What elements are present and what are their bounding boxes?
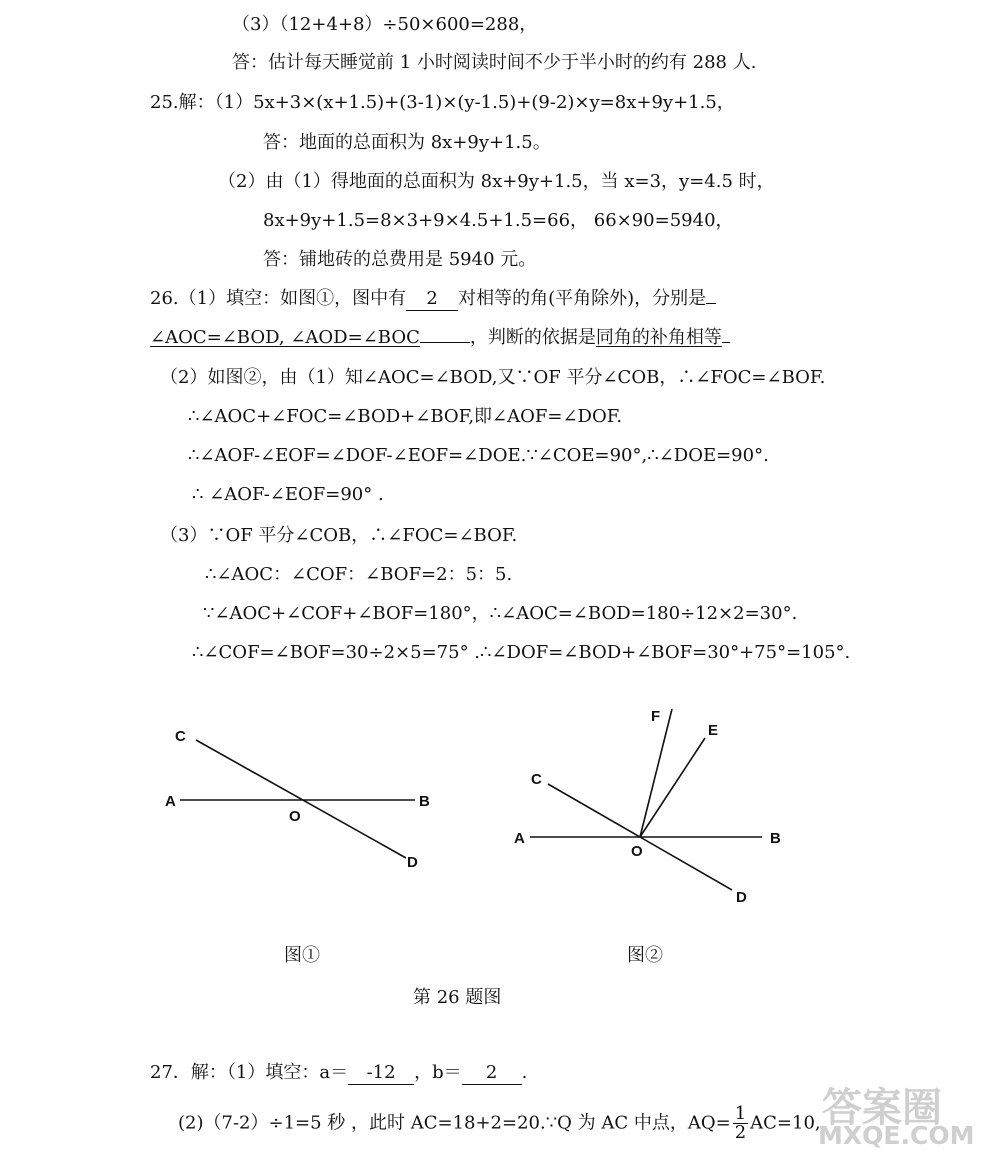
label-c: C bbox=[175, 728, 186, 745]
line-26-3: （3）∵OF 平分∠COB，∴∠FOC=∠BOF. bbox=[160, 525, 518, 546]
figure-1 bbox=[160, 720, 450, 880]
q27-step: (2)（7-2）÷1=5 秒 ，此时 AC=18+2=20.∵Q 为 AC 中点，AQ= bbox=[178, 1112, 731, 1134]
line-26-2-step3: ∴ ∠AOF-∠EOF=90° . bbox=[192, 484, 384, 505]
q26-blank-count: 2 bbox=[406, 288, 458, 311]
line-25-calc: 8x+9y+1.5=8×3+9×4.5+1.5=66， 66×90=5940， bbox=[263, 210, 734, 231]
line-25-answer-2: 答：铺地砖的总费用是 5940 元。 bbox=[263, 249, 537, 270]
line-27-1 bbox=[150, 1061, 527, 1085]
q26-basis-prompt: ，判断的依据是 bbox=[469, 327, 596, 348]
q27-blank-b: 2 bbox=[462, 1062, 522, 1085]
label-c: C bbox=[531, 771, 542, 788]
label-e: E bbox=[708, 722, 719, 739]
q27-step-end: AC=10, bbox=[750, 1112, 821, 1134]
label-o: O bbox=[631, 843, 643, 860]
line-cd bbox=[196, 740, 406, 858]
line-24-3: （3）（12+4+8）÷50×600=288， bbox=[232, 14, 538, 35]
line-26-3-step1: ∴∠AOC：∠COF：∠BOF=2：5：5. bbox=[205, 564, 513, 585]
line-26-1-answer bbox=[150, 326, 730, 350]
q26-pairs-blank bbox=[420, 342, 470, 343]
ray-of bbox=[640, 709, 672, 837]
line-27-2 bbox=[178, 1105, 821, 1142]
label-b: B bbox=[419, 793, 430, 810]
label-a: A bbox=[165, 793, 176, 810]
q27-period: . bbox=[521, 1062, 528, 1083]
ray-oe bbox=[640, 738, 705, 837]
line-25-answer-1: 答：地面的总面积为 8x+9y+1.5。 bbox=[263, 132, 551, 153]
label-b: B bbox=[770, 830, 781, 847]
label-o: O bbox=[289, 808, 301, 825]
q26-basis-blank bbox=[722, 342, 730, 343]
label-f: F bbox=[651, 708, 661, 725]
fraction-half bbox=[733, 1105, 748, 1142]
watermark-url: MXQE.COM bbox=[818, 1121, 975, 1150]
figure-title: 第 26 题图 bbox=[413, 987, 502, 1008]
q26-trailing-blank bbox=[706, 303, 716, 304]
q27-blank-a: -12 bbox=[348, 1062, 414, 1085]
line-26-2-step1: ∴∠AOC+∠FOC=∠BOD+∠BOF,即∠AOF=∠DOF. bbox=[188, 406, 623, 427]
line-26-2-step2: ∴∠AOF-∠EOF=∠DOF-∠EOF=∠DOE.∵∠COE=90°,∴∠DOE=90°. bbox=[188, 445, 769, 466]
line-25-1: 25.解：（1）5x+3×(x+1.5)+(3-1)×(y-1.5)+(9-2)×y=8x+9y+1.5， bbox=[150, 92, 735, 113]
q26-fill-prompt: 26.（1）填空：如图①，图中有 bbox=[150, 288, 407, 309]
label-d: D bbox=[736, 889, 747, 906]
q26-angle-prompt: 对相等的角(平角除外)，分别是 bbox=[458, 288, 707, 309]
figure-2-caption: 图② bbox=[627, 945, 663, 966]
figure-1-caption: 图① bbox=[284, 945, 320, 966]
fraction-denominator: 2 bbox=[734, 1122, 747, 1143]
q27-fill-prompt: 27．解：（1）填空：a＝ bbox=[150, 1062, 349, 1083]
q26-basis: 同角的补角相等 bbox=[595, 327, 722, 348]
label-d: D bbox=[407, 854, 418, 871]
line-26-3-step2: ∵∠AOC+∠COF+∠BOF=180°，∴∠AOC=∠BOD=180÷12×2=30°. bbox=[203, 603, 798, 624]
line-26-2: （2）如图②，由（1）知∠AOC=∠BOD,又∵OF 平分∠COB，∴∠FOC=∠BOF. bbox=[160, 367, 826, 388]
label-a: A bbox=[514, 830, 525, 847]
figure-2 bbox=[505, 700, 795, 910]
line-25-2: （2）由（1）得地面的总面积为 8x+9y+1.5，当 x=3，y=4.5 时， bbox=[218, 171, 775, 192]
line-24-answer: 答：估计每天睡觉前 1 小时阅读时间不少于半小时的约有 288 人. bbox=[232, 52, 757, 73]
line-26-1 bbox=[150, 287, 716, 311]
q27-b-prompt: ，b＝ bbox=[414, 1062, 462, 1083]
q26-angle-pairs: ∠AOC=∠BOD, ∠AOD=∠BOC bbox=[150, 327, 420, 348]
fraction-numerator: 1 bbox=[734, 1103, 747, 1124]
watermark-logo: 答案圈 bbox=[822, 1085, 942, 1131]
line-26-3-step3: ∴∠COF=∠BOF=30÷2×5=75° .∴∠DOF=∠BOD+∠BOF=30°+75°=105°. bbox=[192, 642, 851, 663]
